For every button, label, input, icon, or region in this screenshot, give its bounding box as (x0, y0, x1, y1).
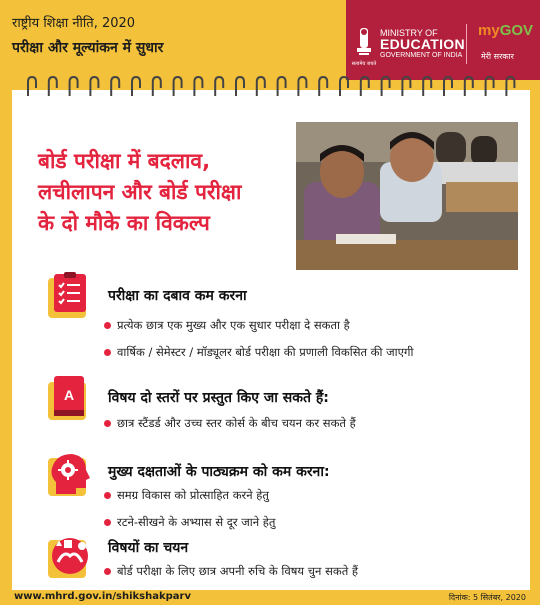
binder-ring (111, 77, 119, 96)
bullet-text: प्रत्येक छात्र एक मुख्य और एक सुधार परीक्षा दे सकता है (117, 318, 350, 332)
footer-url[interactable]: www.mhrd.gov.in/shikshakparv (14, 591, 192, 602)
section-title: परीक्षा का दबाव कम करना (108, 288, 247, 304)
header-subtitle: राष्ट्रीय शिक्षा नीति, 2020 (12, 16, 136, 31)
list-item (104, 318, 350, 333)
bullet-dot (104, 322, 111, 329)
ministry-line3: GOVERNMENT OF INDIA (380, 52, 463, 59)
ministry-of-education-logo (380, 28, 465, 61)
bullet-text: रटने-सीखने के अभ्यास से दूर जाने हेतु (117, 515, 276, 529)
binder-ring (90, 77, 98, 96)
binder-ring (174, 77, 182, 96)
bullet-dot (104, 568, 111, 575)
headline-line3: के दो मौके का विकल्प (38, 211, 210, 235)
binder-ring (465, 77, 473, 96)
headline (38, 146, 288, 239)
head-gear-icon (46, 450, 94, 498)
bullet-text: बोर्ड परीक्षा के लिए छात्र अपनी रुचि के विषय चुन सकते हैं (117, 564, 359, 578)
list-item (104, 564, 358, 579)
mygov-my: my (478, 22, 500, 39)
binder-ring (298, 77, 306, 96)
binder-ring (236, 77, 244, 96)
binder-ring (49, 77, 57, 96)
ministry-line1: MINISTRY OF (380, 28, 438, 38)
binder-ring (132, 77, 140, 96)
binder-ring (319, 77, 327, 96)
hands-choice-icon (46, 532, 94, 580)
list-item (104, 416, 356, 431)
section-title: मुख्य दक्षताओं के पाठ्यक्रम को कम करना: (108, 464, 330, 480)
binder-ring (215, 77, 223, 96)
list-item (104, 515, 275, 530)
bullet-text: छात्र स्टैंडर्ड और उच्च स्तर कोर्स के बीच चयन कर सकते हैं (117, 416, 356, 430)
headline-line1: बोर्ड परीक्षा में बदलाव, (38, 149, 211, 173)
section-title: विषय दो स्तरों पर प्रस्तुत किए जा सकते हैं: (108, 390, 329, 406)
binder-rings (22, 76, 522, 98)
binder-ring (382, 77, 390, 96)
binder-ring (28, 77, 36, 96)
binder-ring (153, 77, 161, 96)
header-title: परीक्षा और मूल्यांकन में सुधार (12, 40, 164, 56)
binder-ring (444, 77, 452, 96)
binder-ring (402, 77, 410, 96)
emblem-caption: सत्यमेव जयते (351, 61, 377, 67)
bullet-dot (104, 492, 111, 499)
mygov-logo (478, 22, 533, 40)
binder-ring (257, 77, 265, 96)
binder-ring (194, 77, 202, 96)
header (12, 16, 163, 58)
binder-ring (486, 77, 494, 96)
students-exam-photo (296, 122, 518, 270)
bullet-dot (104, 349, 111, 356)
list-item (104, 488, 269, 503)
binder-ring (278, 77, 286, 96)
binder-ring (506, 77, 514, 96)
binder-ring (70, 77, 78, 96)
binder-ring (340, 77, 348, 96)
footer-date: दिनांक: 5 सितंबर, 2020 (448, 593, 526, 602)
bullet-dot (104, 519, 111, 526)
section-title: विषयों का चयन (108, 540, 189, 556)
bullet-dot (104, 420, 111, 427)
national-emblem-icon (354, 26, 374, 60)
mygov-gov: GOV (499, 22, 534, 39)
svg-text:A: A (63, 387, 75, 403)
headline-line2: लचीलापन और बोर्ड परीक्षा (38, 180, 242, 204)
mygov-subtitle: मेरी सरकार (481, 52, 514, 61)
binder-ring (423, 77, 431, 96)
bullet-text: वार्षिक / सेमेस्टर / मॉड्यूलर बोर्ड परीक्षा की प्रणाली विकसित की जाएगी (117, 345, 414, 359)
binder-ring (361, 77, 369, 96)
bullet-text: समग्र विकास को प्रोत्साहित करने हेतु (117, 488, 269, 502)
clipboard-checklist-icon (46, 272, 94, 320)
ministry-line2: EDUCATION (380, 36, 465, 52)
logo-divider (466, 24, 467, 64)
list-item (104, 345, 413, 360)
book-a-icon (46, 374, 94, 422)
